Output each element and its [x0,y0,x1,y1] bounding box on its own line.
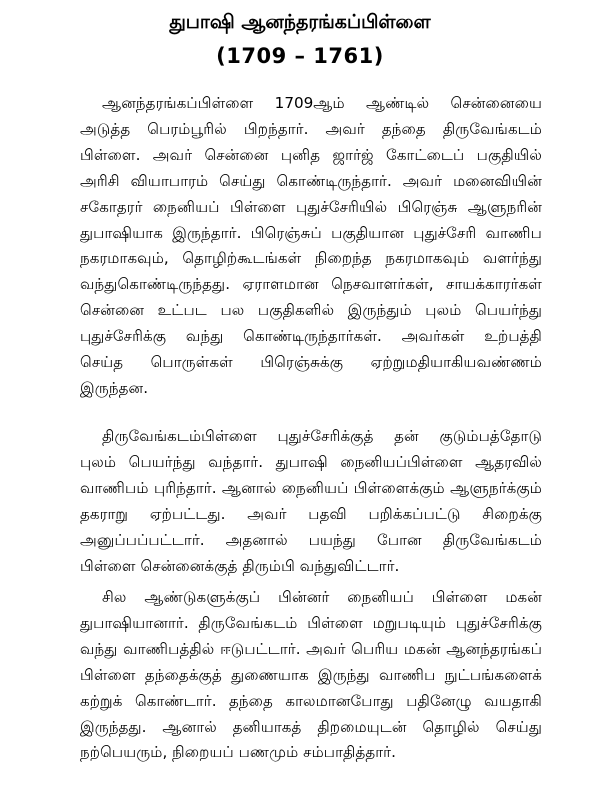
paragraph-1 [80,91,542,402]
paragraph-line: வந்துகொண்டிருந்தது. ஏராளமான நெசவாளர்கள், சாயக்காரர்கள் [80,275,542,294]
paragraph-2 [80,424,542,579]
paragraph-line: துபாஷியாக இருந்தார். பிரெஞ்சுப் பகுதியான புதுச்சேரி வாணிப [80,223,542,242]
paragraph-line: திருவேங்கடம்பிள்ளை புதுச்சேரிக்குத் தன் குடும்பத்தோடு [102,427,542,445]
paragraph-line: தகராறு ஏற்பட்டது. அவர் பதவி பறிக்கப்பட்டு சிறைக்கு [80,504,542,523]
document-title: துபாஷி ஆனந்தரங்கப்பிள்ளை [169,11,431,33]
document-years: (1709 – 1761) [216,44,384,68]
paragraph-line: சகோதரர் நைனியப் பிள்ளை புதுச்சேரியில் பிரெஞ்சு ஆளுநரின் [80,197,542,216]
paragraph-line: நகரமாகவும், தொழிற்கூடங்கள் நிறைந்த நகரமாகவும் வளர்ந்து [80,249,542,268]
paragraph-line: பிள்ளை சென்னைக்குத் திரும்பி வந்துவிட்டார். [80,556,400,575]
paragraph-line: நற்பெயரும், நிறையப் பணமும் சம்பாதித்தார். [80,743,396,762]
paragraph-line: ஆனந்தரங்கப்பிள்ளை 1709ஆம் ஆண்டில் சென்னையை [102,94,542,112]
paragraph-line: அரிசி வியாபாரம் செய்து கொண்டிருந்தார். அவர் மனைவியின் [80,171,542,190]
paragraph-line: புதுச்சேரிக்கு வந்து கொண்டிருந்தார்கள். அவர்கள் உற்பத்தி [80,327,542,346]
paragraph-line: இருந்தது. ஆனால் தனியாகத் திறமையுடன் தொழில் செய்து [80,717,542,736]
paragraph-line: சென்னை உட்பட பல பகுதிகளில் இருந்தும் புலம் பெயர்ந்து [80,301,542,320]
paragraph-line: பிள்ளை தந்தைக்குத் துணையாக இருந்து வாணிப நுட்பங்களைக் [80,665,542,684]
paragraph-line: வாணிபம் புரிந்தார். ஆனால் நைனியப் பிள்ளைக்கும் ஆளுநர்க்கும் [80,478,542,497]
paragraph-line: சில ஆண்டுகளுக்குப் பின்னர் நைனியப் பிள்ளை மகன் [102,588,542,606]
paragraph-line: செய்த பொருள்கள் பிரெஞ்சுக்கு ஏற்றுமதியாகியவண்ணம் [80,353,542,372]
paragraph-line: இருந்தன. [80,378,149,397]
paragraph-3 [80,585,542,766]
paragraph-line: பிள்ளை. அவர் சென்னை புனித ஜார்ஜ் கோட்டைப் பகுதியில் [80,145,542,164]
paragraph-line: வந்து வாணிபத்தில் ஈடுபட்டார். அவர் பெரிய மகன் ஆனந்தரங்கப் [80,639,542,658]
paragraph-line: அடுத்த பெரம்பூரில் பிறந்தார். அவர் தந்தை திருவேங்கடம் [80,119,542,138]
paragraph-line: கற்றுக் கொண்டார். தந்தை காலமானபோது பதினேழு வயதாகி [80,691,542,710]
paragraph-line: அனுப்பப்பட்டார். அதனால் பயந்து போன திருவேங்கடம் [80,530,542,549]
paragraph-line: துபாஷியானார். திருவேங்கடம் பிள்ளை மறுபடியும் புதுச்சேரிக்கு [80,613,542,632]
paragraph-line: புலம் பெயர்ந்து வந்தார். துபாஷி நைனியப்பிள்ளை ஆதரவில் [80,452,542,471]
